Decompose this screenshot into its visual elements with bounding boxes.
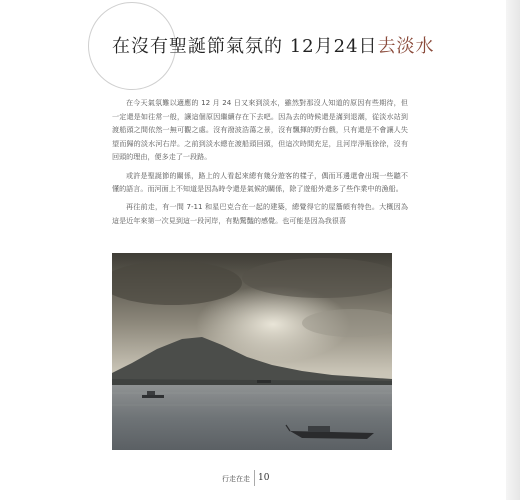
river-photo bbox=[112, 253, 392, 450]
paragraph: 在今天氣氛難以適應的 12 月 24 日又來到淡水，雖然對那沒人知道的原因有些期待，但一定還是如往常一般，讓這個原因繼續存在下去吧。因為去的時候還是滿到退潮，從淡水站到渡船頭之間依然一無可觀之處。沒有潑波浩蕩之景，沒有飄揮的野台戲，只有還是不會讓人失望而歸的淡水河右岸。之前到淡水總在渡船頭回頭，但這次時間充足，且河岸淨瓶徐徐，沒有回頭的理由，便多走了一段路。 bbox=[112, 98, 408, 162]
page-edge-shadow bbox=[506, 0, 520, 500]
title-main: 在沒有聖誕節氣氛的 12月24日 bbox=[112, 36, 378, 57]
page-number: 10 bbox=[258, 473, 270, 483]
footer-label: 行走在走 bbox=[222, 475, 250, 483]
paragraph: 再往前走，有一間 7-11 和星巴克合在一起的建築，總覺得它的屋簷頗有特色。大概因為這是近年來第一次見到這一段河岸，有點驚豔的感覺。也可能是因為我很喜 bbox=[112, 202, 408, 225]
footer-divider bbox=[254, 470, 255, 486]
paragraph: 或許是聖誕節的關係，路上的人看起來總有幾分遊客的樣子，偶而耳邊還會出現一些聽不懂的語言。而河面上不知道是因為時令還是氣候的關係，除了遊船外還多了些作業中的漁船。 bbox=[112, 170, 408, 194]
title-accent: 去淡水 bbox=[377, 36, 435, 57]
body-text bbox=[112, 96, 408, 232]
page-title bbox=[112, 32, 472, 58]
